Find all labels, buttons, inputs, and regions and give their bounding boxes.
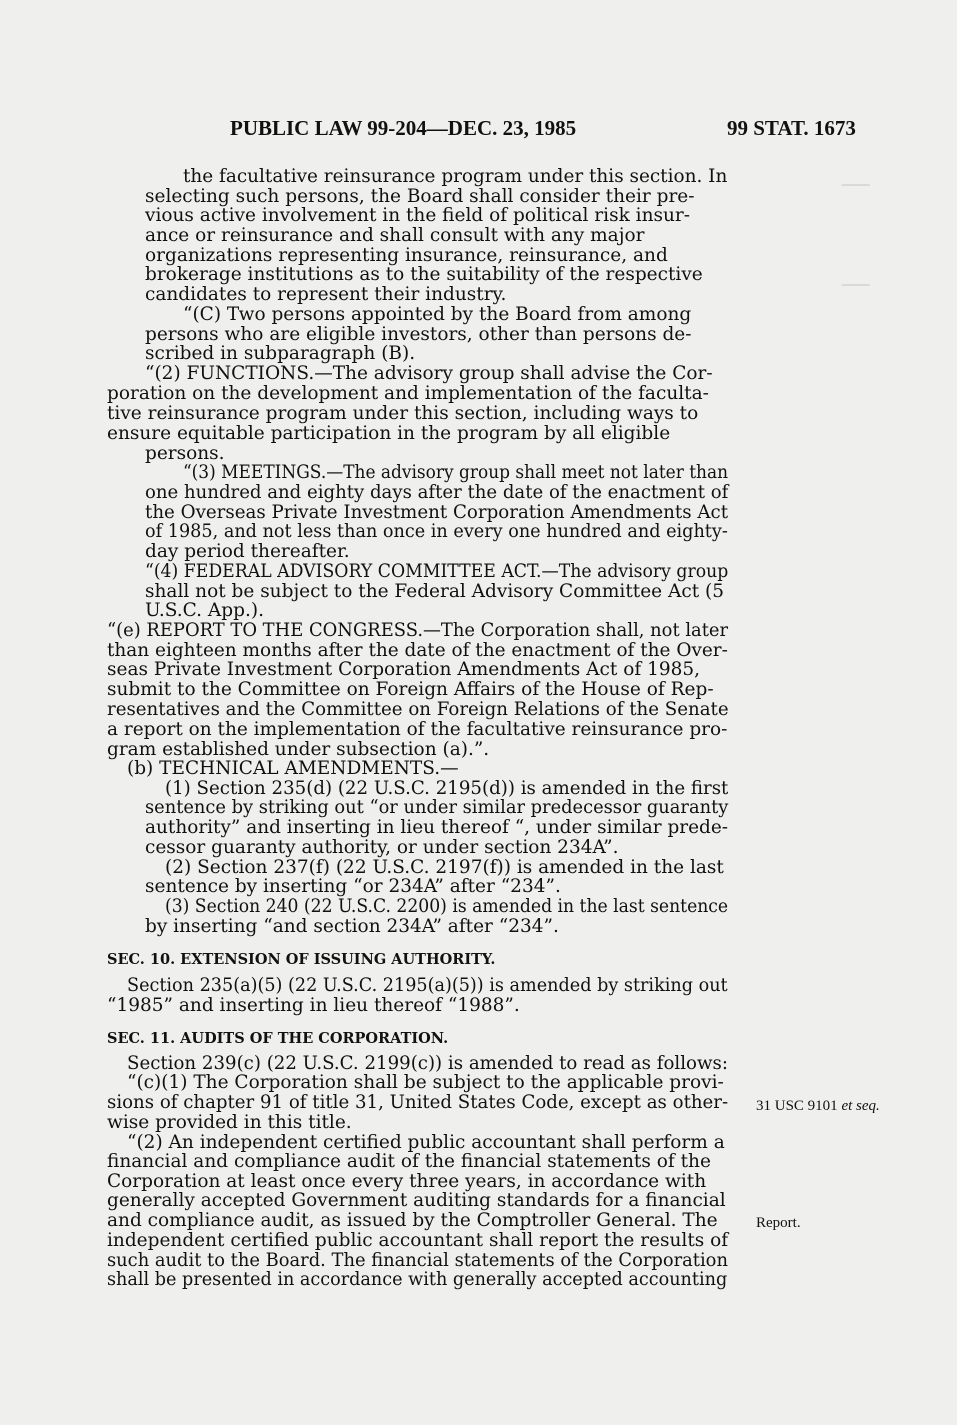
text-line: “1985” and inserting in lieu thereof “1988”. (107, 995, 520, 1016)
text-line: “(c)(1) The Corporation shall be subject to the applicable provi- (127, 1072, 724, 1093)
text-line: (2) Section 237(f) (22 U.S.C. 2197(f)) is amended in the last (165, 857, 724, 878)
text-line: persons who are eligible investors, other than persons de- (145, 324, 692, 345)
text-line: of 1985, and not less than once in every one hundred and eighty- (145, 521, 728, 542)
text-line: “(3) MEETINGS.—The advisory group shall meet not later than (183, 462, 729, 483)
text-line: (3) Section 240 (22 U.S.C. 2200) is amended in the last sentence (165, 896, 729, 917)
text-line: and compliance audit, as issued by the Comptroller General. The (107, 1210, 718, 1231)
text-line: financial and compliance audit of the financial statements of the (107, 1151, 711, 1172)
text-line: resentatives and the Committee on Foreign Relations of the Senate (107, 699, 729, 720)
page-citation: 99 STAT. 1673 (727, 116, 856, 140)
text-line: “(C) Two persons appointed by the Board from among (183, 304, 692, 325)
text-line: ensure equitable participation in the program by all eligible (107, 423, 671, 444)
text-line: the Overseas Private Investment Corporation Amendments Act (145, 502, 729, 523)
text-line: persons. (145, 443, 225, 464)
text-line: a report on the implementation of the facultative reinsurance pro- (107, 719, 728, 740)
text-line: scribed in subparagraph (B). (145, 343, 416, 364)
text-line: sentence by inserting “or 234A” after “234”. (145, 876, 561, 897)
text-line: Section 235(a)(5) (22 U.S.C. 2195(a)(5)) is amended by striking out (127, 975, 728, 996)
text-line: tive reinsurance program under this section, including ways to (107, 403, 699, 424)
text-line: wise provided in this title. (107, 1112, 352, 1133)
text-line: sions of chapter 91 of title 31, United States Code, except as other- (107, 1092, 729, 1113)
text-line: organizations representing insurance, reinsurance, and (145, 245, 668, 266)
text-line: gram established under subsection (a).”. (107, 739, 490, 760)
text-line: “(4) FEDERAL ADVISORY COMMITTEE ACT.—The advisory group (145, 561, 729, 582)
text-line: seas Private Investment Corporation Amendments Act of 1985, (107, 659, 701, 680)
text-line: Section 239(c) (22 U.S.C. 2199(c)) is amended to read as follows: (127, 1053, 728, 1074)
text-line: shall be presented in accordance with generally accepted accounting (107, 1269, 728, 1290)
text-line: brokerage institutions as to the suitability of the respective (145, 264, 703, 285)
text-line: shall not be subject to the Federal Advisory Committee Act (5 (145, 581, 725, 602)
text-line: vious active involvement in the field of political risk insur- (145, 205, 690, 226)
text-line: than eighteen months after the date of the enactment of the Over- (107, 640, 728, 661)
margin-note-report: Report. (756, 1215, 801, 1231)
text-line: cessor guaranty authority, or under section 234A”. (145, 837, 619, 858)
text-line: authority” and inserting in lieu thereof “, under similar prede- (145, 817, 729, 838)
text-line: the facultative reinsurance program under this section. In (183, 166, 728, 187)
text-line: Corporation at least once every three years, in accordance with (107, 1171, 707, 1192)
text-line: “(2) FUNCTIONS.—The advisory group shall advise the Cor- (145, 363, 713, 384)
text-line: such audit to the Board. The financial statements of the Corporation (107, 1250, 728, 1271)
text-line: one hundred and eighty days after the date of the enactment of (145, 482, 729, 503)
text-line: sentence by striking out “or under similar predecessor guaranty (145, 797, 729, 818)
text-line: “(2) An independent certified public accountant shall perform a (127, 1132, 725, 1153)
text-line: submit to the Committee on Foreign Affairs of the House of Rep- (107, 679, 714, 700)
text-line: generally accepted Government auditing standards for a financial (107, 1190, 726, 1211)
bleed-through-mark: ▁▁▁ (842, 272, 870, 286)
margin-note-usc-cite (756, 1096, 880, 1116)
text-line: (b) TECHNICAL AMENDMENTS.— (127, 758, 459, 779)
bleed-through-mark: ▁▁▁ (842, 172, 870, 186)
text-line: independent certified public accountant shall report the results of (107, 1230, 729, 1251)
text-line: day period thereafter. (145, 541, 350, 562)
section-heading: SEC. 11. AUDITS OF THE CORPORATION. (107, 1030, 449, 1047)
text-line: “(e) REPORT TO THE CONGRESS.—The Corporation shall, not later (107, 620, 729, 641)
text-line: poration on the development and implementation of the faculta- (107, 383, 709, 404)
usc-cite-suffix: et seq. (841, 1098, 880, 1114)
usc-cite: 31 USC 9101 (756, 1098, 838, 1114)
text-line: by inserting “and section 234A” after “234”. (145, 916, 559, 937)
text-line: ance or reinsurance and shall consult with any major (145, 225, 645, 246)
text-line: selecting such persons, the Board shall consider their pre- (145, 186, 695, 207)
running-head: PUBLIC LAW 99-204—DEC. 23, 1985 (230, 116, 577, 140)
text-line: U.S.C. App.). (145, 600, 264, 621)
text-line: candidates to represent their industry. (145, 284, 507, 305)
section-heading: SEC. 10. EXTENSION OF ISSUING AUTHORITY. (107, 951, 496, 968)
text-line: (1) Section 235(d) (22 U.S.C. 2195(d)) is amended in the first (165, 778, 729, 799)
